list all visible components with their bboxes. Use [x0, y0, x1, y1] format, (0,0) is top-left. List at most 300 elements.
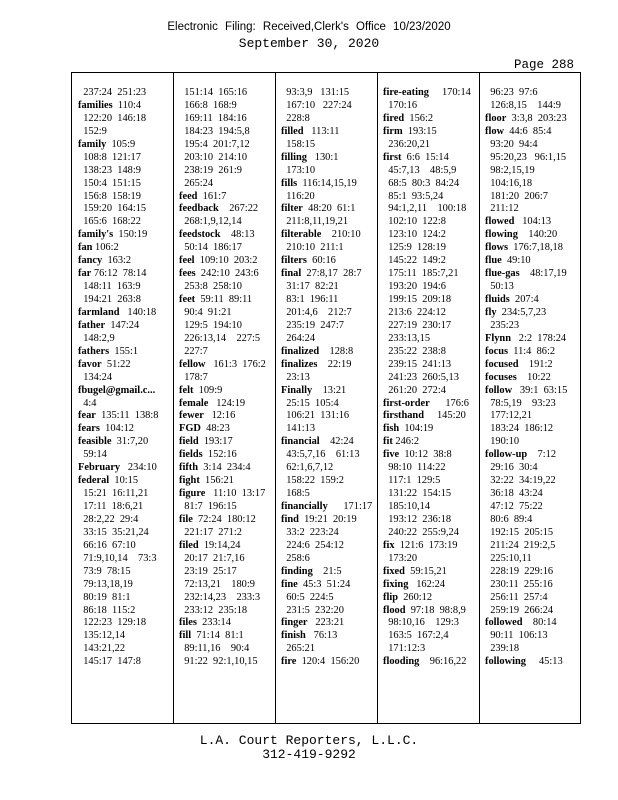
index-term-line	[78, 307, 174, 320]
page-line-refs: 39:1 63:15	[512, 384, 568, 396]
index-term: feasible	[78, 436, 112, 448]
page-line-refs: 109:10 203:2	[194, 255, 258, 267]
index-ref-line	[383, 346, 479, 359]
index-term: figure	[179, 488, 206, 500]
index-ref-line	[383, 191, 479, 204]
index-ref-line	[383, 139, 479, 152]
index-ref-line	[485, 139, 581, 152]
index-term-line	[179, 359, 275, 372]
index-ref-line	[179, 643, 275, 656]
index-ref-line	[485, 527, 581, 540]
page-line-refs: 62:1,6,7,12	[281, 462, 334, 474]
page-line-refs: 96:16,22	[419, 656, 467, 668]
index-term: feedstock	[179, 229, 221, 241]
page-line-refs: 185:10,14	[383, 501, 431, 512]
page-line-refs: 104:19	[399, 423, 434, 435]
index-term: fit	[383, 436, 393, 448]
index-term: father	[78, 319, 106, 331]
index-term: flue-gas	[485, 268, 520, 280]
index-ref-line	[281, 488, 377, 501]
index-ref-line	[179, 501, 275, 514]
index-term: Finally	[281, 384, 313, 396]
page-line-refs: 104:16,18	[485, 177, 533, 189]
page-line-refs: 110:4	[112, 99, 142, 111]
page-line-refs: 171:17	[327, 501, 373, 512]
page-line-refs: 156:21	[199, 475, 234, 487]
page-line-refs: 265:24	[179, 177, 214, 189]
index-term-line	[485, 216, 581, 229]
index-term: files	[179, 617, 197, 629]
index-term-line	[179, 449, 275, 462]
page-line-refs: 6:6 15:14	[401, 151, 449, 163]
index-ref-line	[281, 398, 377, 411]
index-term-line	[485, 126, 581, 139]
page-line-refs: 10:15	[109, 475, 139, 487]
index-term: feet	[179, 294, 196, 305]
page-line-refs: 43:5,7,16 61:13	[281, 449, 360, 461]
index-term: FGD	[179, 423, 201, 435]
index-term: fire-eating	[383, 87, 429, 98]
index-term-line	[78, 100, 174, 113]
index-ref-line	[485, 87, 581, 100]
page-line-refs: 231:5 232:20	[281, 604, 344, 616]
index-term-line	[383, 126, 479, 139]
page-line-refs: 79:13,18,19	[78, 578, 133, 590]
page-line-refs: 225:10,11	[485, 552, 532, 564]
index-ref-line	[78, 203, 174, 216]
index-term-line	[383, 656, 479, 669]
index-term-line	[179, 203, 275, 216]
index-term: flue	[485, 255, 502, 267]
index-term: family	[78, 138, 107, 150]
index-term-line	[179, 255, 275, 268]
index-term-line	[179, 462, 275, 475]
page-line-refs: 19:21 20:19	[298, 513, 357, 525]
page-line-refs: 145:17 147:8	[78, 656, 141, 668]
page-line-refs: 168:5	[281, 488, 310, 500]
page-line-refs: 86:18 115:2	[78, 604, 136, 616]
index-term: floor	[485, 112, 507, 124]
index-ref-line	[485, 203, 581, 216]
index-ref-line	[78, 87, 174, 100]
page-line-refs: 201:4,6 212:7	[281, 306, 352, 318]
index-term-line	[485, 385, 581, 398]
page-line-refs: 193:12 236:18	[383, 513, 452, 525]
index-term-line	[383, 423, 479, 436]
index-column-5	[485, 87, 581, 669]
index-term: fees	[179, 268, 196, 280]
index-term: finger	[281, 617, 308, 629]
page-line-refs: 19:14,24	[198, 539, 241, 551]
page-line-refs: 45:3 51:24	[297, 578, 351, 590]
page-line-refs: 12:16	[203, 410, 236, 422]
index-ref-line	[281, 372, 377, 385]
page-line-refs: 261:20 272:4	[383, 384, 446, 396]
page-line-refs: 227:19 230:17	[383, 319, 452, 331]
page-line-refs: 91:22 92:1,10,15	[179, 656, 258, 668]
index-term: five	[383, 449, 400, 461]
index-term-line	[485, 229, 581, 242]
page-line-refs: 102:10 122:8	[383, 216, 446, 228]
index-ref-line	[281, 165, 377, 178]
index-term-line	[383, 592, 479, 605]
index-ref-line	[485, 643, 581, 656]
page-line-refs: 60:5 224:5	[281, 591, 334, 603]
transcript-date: September 30, 2020	[238, 36, 380, 51]
index-term: fear	[78, 410, 96, 422]
index-term: fewer	[179, 410, 204, 422]
page-line-refs: 169:11 184:16	[179, 112, 247, 124]
index-ref-line	[281, 191, 377, 204]
index-ref-line	[179, 139, 275, 152]
index-term: fellow	[179, 358, 206, 370]
page-line-refs: 27:8,17 28:7	[301, 268, 362, 280]
page-line-refs: 98:2,15,19	[485, 164, 535, 176]
page-line-refs: 167:10 227:24	[281, 99, 352, 111]
page-line-refs: 48:13	[220, 229, 255, 241]
index-ref-line	[383, 216, 479, 229]
index-ref-line	[281, 100, 377, 113]
page-line-refs: 240:22 255:9,24	[383, 526, 459, 538]
page-line-refs: 140:18	[119, 306, 157, 318]
index-term: filled	[281, 125, 304, 137]
index-term-line	[78, 242, 174, 255]
index-ref-line	[78, 449, 174, 462]
page-line-refs: 190:10	[485, 436, 520, 448]
page-line-refs: 59:14	[78, 449, 107, 461]
index-ref-line	[179, 566, 275, 579]
page-line-refs: 10:12 38:8	[399, 449, 452, 461]
index-term: firsthand	[383, 410, 424, 422]
page-line-refs: 104:13	[514, 216, 552, 228]
page-line-refs: 210:10 211:1	[281, 242, 344, 254]
index-term: following	[485, 656, 526, 668]
index-term: fired	[383, 112, 405, 124]
index-term: fire	[281, 656, 297, 668]
page-line-refs: 150:4 151:15	[78, 177, 141, 189]
page-line-refs: 71:14 81:1	[191, 630, 244, 642]
index-term: finish	[281, 630, 306, 642]
page-line-refs: 4:4	[78, 397, 97, 409]
page-line-refs: 17:11 18:6,21	[78, 501, 144, 512]
page-line-refs: 235:22 238:8	[383, 345, 446, 357]
index-ref-line	[383, 488, 479, 501]
index-term-line	[78, 436, 174, 449]
index-ref-line	[78, 643, 174, 656]
index-ref-line	[78, 566, 174, 579]
page-line-refs: 226:13,14 227:5	[179, 332, 261, 344]
page-line-refs: 268:1,9,12,14	[179, 216, 242, 228]
page-line-refs: 98:10,16 129:3	[383, 617, 459, 629]
index-term-line	[179, 475, 275, 488]
index-ref-line	[281, 242, 377, 255]
index-ref-line	[485, 398, 581, 411]
index-ref-line	[281, 462, 377, 475]
index-term: financially	[281, 501, 328, 512]
page-line-refs: 193:15	[402, 125, 437, 137]
page-line-refs: 235:23	[485, 319, 520, 331]
index-term: fixed	[383, 565, 405, 577]
page-line-refs: 158:22 159:2	[281, 475, 344, 487]
index-term: flowing	[485, 229, 518, 241]
index-term-line	[485, 359, 581, 372]
page-line-refs: 48:20 61:1	[302, 203, 356, 215]
index-term: follow-up	[485, 449, 528, 461]
index-ref-line	[179, 372, 275, 385]
index-term: Flynn	[485, 332, 511, 344]
page-line-refs: 22:19	[317, 358, 352, 370]
index-ref-line	[179, 126, 275, 139]
index-ref-line	[383, 385, 479, 398]
page-line-refs: 235:19 247:7	[281, 319, 344, 331]
page-line-refs: 241:23 260:5,13	[383, 371, 459, 383]
index-ref-line	[383, 307, 479, 320]
page-line-refs: 29:16 30:4	[485, 462, 538, 474]
index-term-line	[383, 436, 479, 449]
page-line-refs: 233:14	[196, 617, 231, 629]
page-line-refs: 176:6	[429, 397, 469, 409]
index-term: finalized	[281, 345, 320, 357]
column-divider	[377, 72, 378, 724]
page-line-refs: 50:14 186:17	[179, 242, 242, 254]
index-ref-line	[78, 294, 174, 307]
index-term: follow	[485, 384, 513, 396]
page-line-refs: 131:22 154:15	[383, 488, 452, 500]
index-term-line	[78, 139, 174, 152]
index-term: fbugel@gmail.c...	[78, 384, 156, 396]
page-line-refs: 96:23 97:6	[485, 87, 538, 98]
index-term-line	[281, 255, 377, 268]
index-ref-line	[383, 372, 479, 385]
page-line-refs: 237:24 251:23	[78, 87, 147, 98]
index-column-3	[281, 87, 377, 669]
page-line-refs: 113:11	[303, 125, 340, 137]
page-line-refs: 116:14,15,19	[297, 177, 357, 189]
index-column-2	[179, 87, 275, 669]
page-line-refs: 159:20 164:15	[78, 203, 147, 215]
index-term-line	[179, 229, 275, 242]
index-ref-line	[485, 630, 581, 643]
index-ref-line	[281, 540, 377, 553]
index-term-line	[383, 113, 479, 126]
index-term: filling	[281, 151, 307, 163]
index-ref-line	[383, 268, 479, 281]
page-line-refs: 210:10	[321, 229, 361, 241]
index-ref-line	[383, 255, 479, 268]
index-term: field	[179, 436, 199, 448]
page-line-refs: 152:9	[78, 125, 107, 137]
index-ref-line	[281, 307, 377, 320]
page-line-refs: 156:2	[404, 112, 434, 124]
index-term: fluids	[485, 294, 510, 305]
index-ref-line	[179, 605, 275, 618]
page-line-refs: 192:15 205:15	[485, 526, 554, 538]
index-term: fix	[383, 539, 395, 551]
index-term: fears	[78, 423, 100, 435]
index-ref-line	[485, 553, 581, 566]
index-ref-line	[179, 165, 275, 178]
index-term: flowed	[485, 216, 515, 228]
index-ref-line	[281, 281, 377, 294]
index-ref-line	[485, 178, 581, 191]
index-ref-line	[179, 242, 275, 255]
index-term-line	[179, 540, 275, 553]
page-line-refs: 72:24 180:12	[192, 513, 256, 525]
column-divider	[275, 72, 276, 724]
page-line-refs: 194:21 263:8	[78, 294, 141, 305]
index-term: first-order	[383, 397, 430, 409]
page-line-refs: 143:21,22	[78, 643, 126, 655]
index-term: farmland	[78, 306, 120, 318]
index-term: far	[78, 268, 92, 280]
index-column-4	[383, 87, 479, 669]
index-ref-line	[78, 372, 174, 385]
index-ref-line	[78, 656, 174, 669]
page-line-refs: 211:12	[485, 203, 519, 215]
index-term-line	[78, 268, 174, 281]
index-term: fight	[179, 475, 200, 487]
index-ref-line	[179, 100, 275, 113]
page-line-refs: 59:11 89:11	[195, 294, 253, 305]
index-ref-line	[281, 294, 377, 307]
page-line-refs: 15:21 16:11,21	[78, 488, 149, 500]
page-line-refs: 120:4 156:20	[296, 656, 360, 668]
page-line-refs: 78:5,19 93:23	[485, 397, 556, 409]
index-term: federal	[78, 475, 110, 487]
page-line-refs: 193:17	[198, 436, 233, 448]
page-line-refs: 165:6 168:22	[78, 216, 141, 228]
index-ref-line	[383, 643, 479, 656]
page-line-refs: 89:11,16 90:4	[179, 643, 250, 655]
index-ref-line	[281, 553, 377, 566]
index-ref-line	[383, 617, 479, 630]
index-term-line	[179, 436, 275, 449]
page-line-refs: 166:8 168:9	[179, 99, 237, 111]
page-line-refs: 66:16 67:10	[78, 539, 136, 551]
page-line-refs: 145:20	[424, 410, 466, 422]
index-term: finalizes	[281, 358, 318, 370]
index-ref-line	[485, 514, 581, 527]
page-line-refs: 129:5 194:10	[179, 319, 242, 331]
index-term-line	[281, 268, 377, 281]
index-term: focus	[485, 345, 509, 357]
index-term: followed	[485, 617, 523, 629]
page-line-refs: 236:20,21	[383, 138, 431, 150]
index-ref-line	[179, 527, 275, 540]
index-term-line	[485, 294, 581, 307]
index-term: fill	[179, 630, 192, 642]
index-term: fills	[281, 177, 298, 189]
index-ref-line	[78, 281, 174, 294]
page-line-refs: 228:8	[281, 112, 310, 124]
page-line-refs: 94:1,2,11 100:18	[383, 203, 467, 215]
index-term: find	[281, 513, 299, 525]
index-ref-line	[179, 553, 275, 566]
index-term-line	[281, 617, 377, 630]
index-ref-line	[179, 656, 275, 669]
index-ref-line	[78, 501, 174, 514]
index-term-line	[485, 268, 581, 281]
index-term-line	[179, 630, 275, 643]
index-term: fish	[383, 423, 400, 435]
index-ref-line	[383, 333, 479, 346]
index-ref-line	[485, 462, 581, 475]
index-term: firm	[383, 125, 403, 137]
index-term-line	[179, 294, 275, 307]
index-ref-line	[78, 488, 174, 501]
page-line-refs: 148:2,9	[78, 332, 115, 344]
page-line-refs: 80:6 89:4	[485, 513, 533, 525]
page-line-refs: 47:12 75:22	[485, 501, 543, 512]
page-line-refs: 93:3,9 131:15	[281, 87, 350, 98]
index-ref-line	[485, 592, 581, 605]
page-line-refs: 48:23	[200, 423, 230, 435]
index-ref-line	[281, 643, 377, 656]
index-term: felt	[179, 384, 194, 396]
page-line-refs: 134:24	[78, 371, 113, 383]
index-term-line	[179, 423, 275, 436]
index-term: favor	[78, 358, 102, 370]
page-line-refs: 242:10 243:6	[195, 268, 259, 280]
index-ref-line	[78, 540, 174, 553]
index-ref-line	[485, 281, 581, 294]
index-ref-line	[281, 605, 377, 618]
index-term: file	[179, 513, 193, 525]
index-ref-line	[281, 87, 377, 100]
page-line-refs: 59:15,21	[404, 565, 447, 577]
index-term-line	[78, 385, 174, 398]
index-term-line	[281, 656, 377, 669]
page-line-refs: 183:24 186:12	[485, 423, 554, 435]
page-line-refs: 3:14 234:4	[198, 462, 251, 474]
page-line-refs: 260:12	[398, 591, 433, 603]
index-ref-line	[485, 566, 581, 579]
index-ref-line	[78, 178, 174, 191]
index-term-line	[78, 346, 174, 359]
index-ref-line	[383, 100, 479, 113]
index-ref-line	[78, 592, 174, 605]
filing-header: Electronic Filing: Received,Clerk's Office 10/23/2020	[167, 21, 451, 33]
index-ref-line	[78, 514, 174, 527]
index-term-line	[383, 410, 479, 423]
page-line-refs: 162:24	[408, 578, 446, 590]
page-line-refs: 175:11 185:7,21	[383, 268, 459, 280]
page-line-refs: 45:13	[526, 656, 563, 668]
page-line-refs: 207:4	[509, 294, 539, 305]
index-ref-line	[179, 333, 275, 346]
index-ref-line	[383, 475, 479, 488]
page-line-refs: 28:2,22 29:4	[78, 513, 139, 525]
page-line-refs: 203:10 214:10	[179, 151, 248, 163]
index-ref-line	[78, 191, 174, 204]
index-ref-line	[485, 423, 581, 436]
index-term: finding	[281, 565, 313, 577]
page-line-refs: 130:1	[306, 151, 339, 163]
page-line-refs: 150:19	[113, 229, 148, 241]
index-ref-line	[281, 139, 377, 152]
index-term-line	[383, 449, 479, 462]
index-term-line	[78, 320, 174, 333]
index-ref-line	[485, 152, 581, 165]
page-line-refs: 176:7,18,18	[508, 242, 563, 254]
index-term: February	[78, 462, 121, 474]
index-ref-line	[485, 501, 581, 514]
index-term: focused	[485, 358, 519, 370]
page-line-refs: 126:8,15 144:9	[485, 99, 561, 111]
index-term: fan	[78, 242, 93, 254]
page-line-refs: 125:9 128:19	[383, 242, 446, 254]
page-line-refs: 193:20 194:6	[383, 281, 446, 293]
